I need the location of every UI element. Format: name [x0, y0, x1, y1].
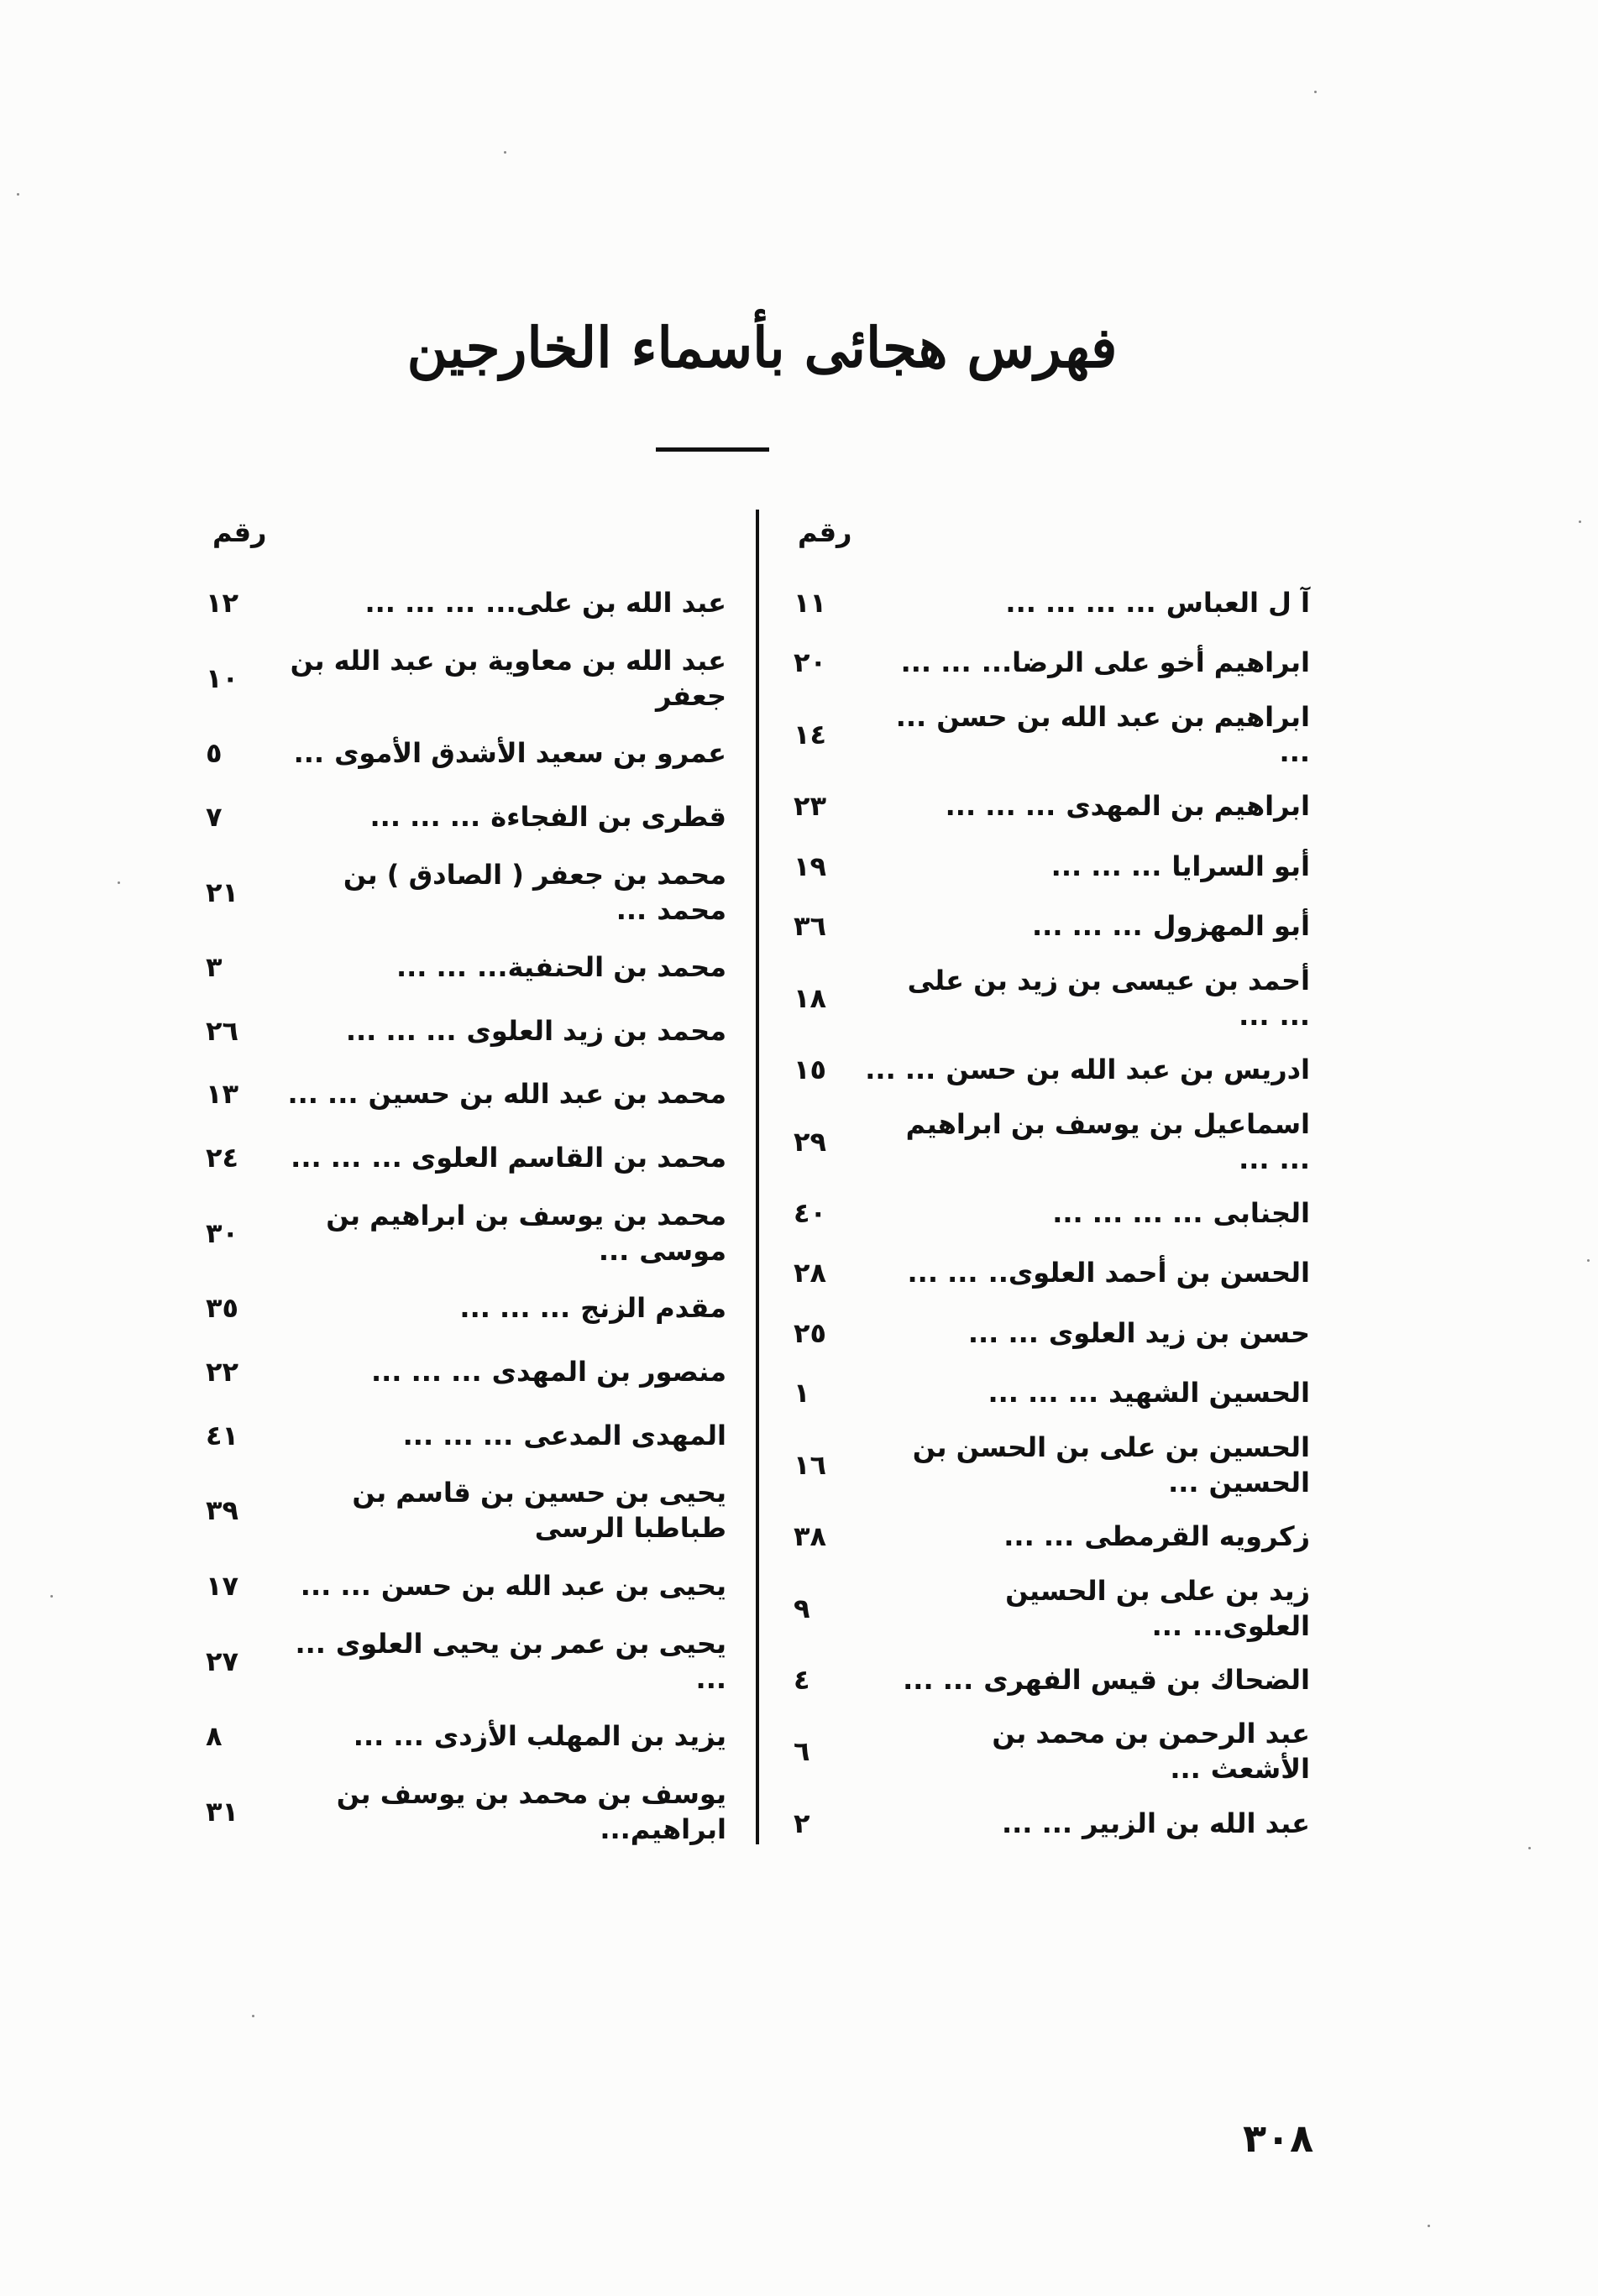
left-index-column — [206, 579, 726, 1847]
dot-leader: ... ... — [300, 1569, 371, 1602]
dot-leader: ... — [598, 1234, 630, 1267]
entry-number: ٤ — [794, 1664, 810, 1696]
entry-name — [270, 1198, 726, 1268]
index-entry — [206, 1475, 726, 1545]
dot-leader: ... — [1239, 1143, 1270, 1175]
entry-number: ٢٦ — [206, 1014, 239, 1047]
entry-number: ١٤ — [794, 718, 827, 751]
index-entry — [206, 1562, 726, 1609]
dot-leader: ... ... — [287, 1078, 359, 1111]
entry-name-text: قطرى بن الفجاءة — [490, 800, 726, 833]
entry-name-text: المهدى المدعى — [523, 1419, 726, 1451]
page-number: ٣٠٨ — [1243, 2116, 1314, 2161]
entry-name-text: محمد بن جعفر ( الصادق ) بن محمد — [343, 858, 726, 926]
entry-name-text: أحمد بن عيسى بن زيد بن على ... — [907, 964, 1310, 1032]
entry-name — [857, 1106, 1310, 1177]
entry-name — [857, 908, 1310, 944]
entry-number: ٢٧ — [206, 1645, 239, 1677]
dot-leader: ... — [616, 893, 647, 926]
dot-leader: ... ... — [396, 951, 468, 984]
entry-name — [270, 1140, 726, 1175]
index-entry — [206, 1776, 726, 1847]
entry-name-text: منصور بن المهدى — [491, 1356, 726, 1389]
entry-name-text: مقدم الزنج — [580, 1292, 726, 1325]
dot-leader: ... ... ... — [459, 1292, 571, 1325]
dot-leader: ... ... — [895, 700, 1310, 768]
entry-number: ١٣ — [206, 1078, 239, 1111]
entry-name — [857, 1052, 1310, 1087]
dot-leader: ... — [1151, 1609, 1183, 1642]
entry-name-text: ادريس بن عبد الله بن حسن — [946, 1054, 1310, 1086]
entry-name-text: أبو المهزول — [1152, 910, 1310, 943]
entry-name — [857, 1430, 1310, 1500]
entry-number: ٩ — [794, 1592, 810, 1624]
entry-name-text: يحيى بن عمر بن يحيى العلوى — [335, 1627, 726, 1660]
entry-name-text: آ ل العباس — [1166, 587, 1310, 619]
index-entry — [794, 1106, 1310, 1177]
entry-name — [857, 1195, 1310, 1231]
entry-number: ١٢ — [206, 587, 239, 619]
entry-number: ١ — [794, 1377, 810, 1410]
entry-name — [857, 1375, 1310, 1410]
entry-name-text: يزيد بن المهلب الأزدى — [433, 1720, 726, 1753]
entry-name-text: محمد بن الحنفية... — [477, 951, 726, 984]
entry-name — [270, 735, 726, 771]
index-entry — [206, 944, 726, 991]
entry-name — [857, 1255, 1310, 1290]
entry-name-text: محمد بن يوسف بن ابراهيم بن موسى — [326, 1199, 726, 1267]
index-entry — [206, 857, 726, 928]
index-entry — [206, 1070, 726, 1117]
entry-name — [270, 1418, 726, 1453]
entry-name-text: عبد الله بن على... — [485, 587, 726, 619]
dot-leader: ... ... — [1001, 1807, 1073, 1839]
index-entry — [794, 843, 1310, 890]
entry-name-text: عبد الرحمن بن محمد بن الأشعث — [992, 1718, 1310, 1786]
scan-speck — [504, 151, 506, 154]
dot-leader: ... — [1239, 999, 1270, 1032]
entry-name-text: الحسن بن أحمد العلوى.. — [988, 1257, 1310, 1289]
entry-name-text: محمد بن زيد العلوى — [466, 1014, 726, 1047]
entry-number: ٣٨ — [794, 1520, 827, 1553]
entry-name-text: أبو السرايا — [1171, 850, 1310, 882]
entry-number: ٢٩ — [794, 1125, 827, 1158]
entry-name — [857, 1716, 1310, 1786]
entry-number: ١٠ — [206, 662, 239, 694]
index-entry — [206, 643, 726, 714]
entry-number: ١١ — [794, 587, 827, 619]
dot-leader: ... ... — [907, 1257, 978, 1289]
entry-name — [857, 699, 1310, 770]
entry-name-text: عبد الله بن الزبير — [1082, 1807, 1310, 1839]
index-entry — [206, 1134, 726, 1181]
index-entry — [206, 793, 726, 840]
entry-name — [270, 1475, 726, 1545]
entry-name-text: ابراهيم بن المهدى — [1066, 790, 1310, 823]
scan-speck — [17, 193, 19, 196]
entry-name — [857, 1662, 1310, 1697]
entry-name-text: ابراهيم بن عبد الله بن حسن — [936, 700, 1310, 733]
entry-number: ٢٣ — [794, 790, 827, 823]
entry-name-text: الجنابى — [1213, 1196, 1310, 1229]
entry-number: ٤٠ — [794, 1196, 827, 1229]
entry-number: ٢٢ — [206, 1356, 239, 1389]
entry-name-text: يوسف بن محمد بن يوسف بن ابراهيم... — [336, 1777, 726, 1845]
index-entry — [794, 699, 1310, 770]
entry-name-text: يحيى بن حسين بن قاسم بن طباطبا الرسى — [352, 1477, 726, 1545]
dot-leader: ... ... ... — [402, 1419, 514, 1451]
left-column-header: رقم — [212, 516, 267, 548]
entry-number: ٣٩ — [206, 1494, 239, 1527]
entry-name — [857, 1573, 1310, 1644]
scan-speck — [1314, 91, 1317, 93]
entry-name — [270, 643, 726, 714]
index-entry — [206, 1284, 726, 1331]
entry-name — [270, 1568, 726, 1603]
entry-number: ٢٠ — [794, 646, 827, 679]
dot-leader: ... ... — [291, 1142, 362, 1174]
entry-number: ٣٦ — [794, 910, 827, 943]
index-entry — [794, 1513, 1310, 1560]
index-entry — [206, 1007, 726, 1054]
entry-number: ٢٤ — [206, 1142, 239, 1174]
dot-leader: ... ... ... — [945, 790, 1056, 823]
scan-speck — [1587, 1259, 1590, 1262]
dot-leader: ... ... — [353, 1720, 424, 1753]
index-entry — [794, 579, 1310, 626]
entry-name — [270, 1718, 726, 1754]
entry-number: ٥ — [206, 737, 223, 770]
dot-leader: ... ... ... — [988, 1377, 1099, 1410]
index-entry — [794, 1369, 1310, 1416]
dot-leader: ... ... ... — [370, 1356, 482, 1389]
dot-leader: ... ... — [967, 1316, 1039, 1349]
entry-number: ١٩ — [794, 850, 827, 882]
entry-number: ٣ — [206, 951, 223, 984]
dot-leader: ... — [1170, 1753, 1201, 1786]
entry-name-text: زيد بن على بن الحسين العلوى... — [1005, 1574, 1310, 1642]
title-underline — [656, 447, 769, 452]
index-entry — [206, 1626, 726, 1697]
scan-speck — [1528, 1847, 1531, 1849]
entry-name — [270, 1776, 726, 1847]
entry-name — [857, 1806, 1310, 1841]
index-entry — [794, 782, 1310, 829]
index-entry — [794, 902, 1310, 949]
entry-name-text: الحسين بن على بن الحسن بن الحسين — [912, 1430, 1310, 1498]
scan-speck — [1579, 520, 1581, 523]
entry-number: ٣٥ — [206, 1292, 239, 1325]
dot-leader: ... ... — [903, 1664, 974, 1696]
entry-number: ٢١ — [206, 876, 239, 908]
entry-name-text: حسن بن زيد العلوى — [1048, 1316, 1310, 1349]
entry-number: ١٧ — [206, 1569, 239, 1602]
entry-name-text: محمد بن عبد الله بن حسين — [368, 1078, 726, 1111]
scan-speck — [252, 2015, 254, 2017]
entry-name-text: محمد بن القاسم العلوى ... — [371, 1142, 726, 1174]
entry-name — [857, 585, 1310, 620]
dot-leader: ... ... — [865, 1054, 936, 1086]
entry-name-text: زكرويه القرمطى — [1084, 1520, 1310, 1553]
dot-leader: ... ... — [900, 646, 972, 679]
entry-number: ٣١ — [206, 1795, 239, 1828]
index-entry — [794, 1249, 1310, 1296]
dot-leader: ... ... ... — [364, 587, 476, 619]
entry-number: ٣٠ — [206, 1216, 239, 1249]
dot-leader: ... ... ... ... — [1005, 587, 1156, 619]
index-entry — [206, 1198, 726, 1268]
scan-speck — [118, 881, 120, 884]
right-column-header: رقم — [798, 516, 852, 548]
entry-name-text: اسماعيل بن يوسف بن ابراهيم ... — [905, 1107, 1310, 1175]
entry-name-text: عمرو بن سعيد الأشدق الأموى — [334, 737, 726, 770]
entry-name — [270, 585, 726, 620]
entry-name — [857, 1519, 1310, 1554]
entry-name — [857, 645, 1310, 680]
index-entry — [206, 730, 726, 777]
entry-number: ١٥ — [794, 1054, 827, 1086]
entry-name — [857, 788, 1310, 824]
index-entry — [206, 1348, 726, 1395]
index-entry — [794, 1716, 1310, 1786]
column-divider — [756, 510, 759, 1844]
index-entry — [206, 1713, 726, 1760]
index-entry — [206, 1412, 726, 1459]
entry-name-text: ابراهيم أخو على الرضا... — [981, 646, 1310, 679]
entry-name — [270, 857, 726, 928]
dot-leader: ... — [1168, 1466, 1199, 1498]
entry-name — [857, 963, 1310, 1033]
entry-name — [270, 1354, 726, 1389]
entry-name — [857, 1315, 1310, 1351]
dot-leader: ... ... ... ... — [1052, 1196, 1203, 1229]
entry-number: ٢ — [794, 1807, 810, 1839]
page-title: فهرس هجائى بأسماء الخارجين — [406, 315, 1118, 380]
dot-leader: ... ... — [1003, 1520, 1075, 1553]
entry-number: ١٦ — [794, 1448, 827, 1481]
index-entry — [794, 1310, 1310, 1357]
entry-number: ٤١ — [206, 1419, 239, 1451]
index-entry — [794, 1190, 1310, 1237]
entry-number: ٧ — [206, 800, 223, 833]
entry-name — [857, 849, 1310, 884]
right-index-column — [794, 579, 1310, 1847]
scan-speck — [50, 1595, 53, 1598]
index-entry — [794, 639, 1310, 686]
entry-name — [270, 1013, 726, 1049]
entry-name — [270, 1076, 726, 1111]
scan-speck — [1428, 2225, 1430, 2227]
dot-leader: ... ... ... — [1032, 910, 1143, 943]
dot-leader: ... ... ... — [1050, 850, 1162, 882]
index-entry — [794, 1573, 1310, 1644]
entry-number: ١٨ — [794, 981, 827, 1014]
entry-name — [270, 949, 726, 985]
entry-name-text: الضحاك بن قيس الفهرى — [983, 1664, 1310, 1696]
dot-leader: ... ... ... — [369, 800, 481, 833]
entry-name — [270, 1290, 726, 1326]
entry-number: ٢٥ — [794, 1316, 827, 1349]
entry-number: ٨ — [206, 1720, 223, 1753]
entry-name-text: عبد الله بن معاوية بن عبد الله بن جعفر — [290, 644, 726, 712]
index-entry — [794, 1046, 1310, 1093]
entry-name — [270, 1626, 726, 1697]
index-entry — [794, 1800, 1310, 1847]
entry-number: ٢٨ — [794, 1257, 827, 1289]
entry-name-text: يحيى بن عبد الله بن حسن — [380, 1569, 726, 1602]
entry-number: ٦ — [794, 1735, 810, 1768]
entry-name-text: الحسين الشهيد — [1108, 1377, 1310, 1410]
dot-leader: ... ... ... — [345, 1014, 457, 1047]
entry-name — [270, 799, 726, 834]
dot-leader: ... ... — [295, 1627, 726, 1695]
dot-leader: ... — [293, 737, 325, 770]
index-entry — [794, 963, 1310, 1033]
index-entry — [794, 1430, 1310, 1500]
index-entry — [794, 1656, 1310, 1703]
index-entry — [206, 579, 726, 626]
